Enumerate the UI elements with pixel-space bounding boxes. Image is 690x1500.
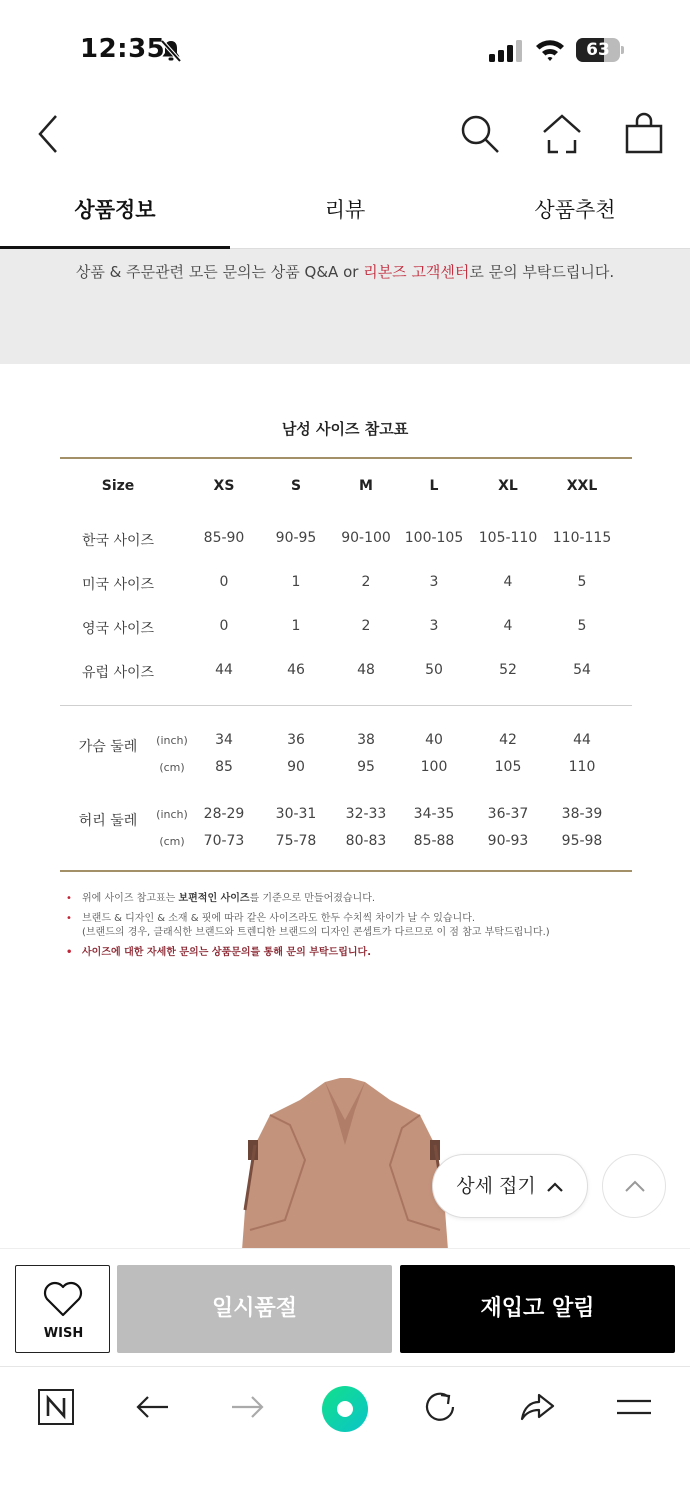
size-cell: 2 <box>361 574 371 590</box>
wifi-icon <box>534 38 566 62</box>
size-cell: 44 <box>215 662 233 678</box>
share-icon[interactable] <box>517 1387 557 1427</box>
size-chart-title: 남성 사이즈 참고표 <box>281 420 409 438</box>
size-cell: 90-95 <box>275 530 317 546</box>
scroll-top-button[interactable] <box>602 1154 666 1218</box>
size-cell: 54 <box>573 662 591 678</box>
measure-cell-inch: 38 <box>357 732 375 748</box>
size-cell: 0 <box>219 618 229 634</box>
size-header-cell: M <box>359 478 373 494</box>
measure-row-label: 허리 둘레 <box>78 812 138 829</box>
status-time: 12:35 <box>80 34 166 64</box>
size-cell: 4 <box>503 574 513 590</box>
wish-label: WISH <box>43 1326 84 1341</box>
purchase-action-bar <box>0 1248 690 1366</box>
restock-alert-button[interactable]: 재입고 알림 <box>400 1265 675 1353</box>
measure-cell-cm: 95-98 <box>561 833 603 849</box>
measure-cell-cm: 105 <box>494 759 522 775</box>
collapse-details-button[interactable]: 상세 접기 <box>432 1154 588 1218</box>
size-cell: 90-100 <box>341 530 391 546</box>
measure-cell-inch: 40 <box>425 732 443 748</box>
size-cell: 3 <box>429 574 439 590</box>
measure-cell-cm: 70-73 <box>203 833 245 849</box>
bag-icon[interactable] <box>622 112 666 156</box>
inquiry-notice <box>0 249 690 364</box>
arrow-left-icon[interactable] <box>132 1387 172 1427</box>
size-cell: 0 <box>219 574 229 590</box>
size-row-label: 유럽 사이즈 <box>81 665 155 681</box>
size-cell: 3 <box>429 618 439 634</box>
measure-cell-inch: 36-37 <box>487 806 529 822</box>
back-icon[interactable] <box>28 112 72 156</box>
size-header-cell: XS <box>213 478 235 494</box>
size-cell: 100-105 <box>404 530 464 546</box>
tab-product-info[interactable]: 상품정보 <box>74 198 156 222</box>
browser-toolbar <box>0 1366 690 1500</box>
product-image <box>230 1070 460 1250</box>
size-row-label: 미국 사이즈 <box>81 577 155 593</box>
size-cell: 2 <box>361 618 371 634</box>
measure-row-label: 가슴 둘레 <box>78 738 138 755</box>
size-header-cell: L <box>429 478 439 494</box>
search-icon[interactable] <box>458 112 502 156</box>
measure-cell-inch: 44 <box>573 732 591 748</box>
size-cell: 50 <box>425 662 443 678</box>
measure-cell-inch: 36 <box>287 732 305 748</box>
chart-mid-rule <box>60 705 632 706</box>
measure-cell-inch: 34 <box>215 732 233 748</box>
unit-label-cm: (cm) <box>159 761 185 774</box>
measure-cell-cm: 90-93 <box>487 833 529 849</box>
measure-cell-cm: 75-78 <box>275 833 317 849</box>
measure-cell-inch: 42 <box>499 732 517 748</box>
customer-center-link[interactable]: 리본즈 고객센터 <box>363 263 470 281</box>
size-header-label: Size <box>101 478 135 494</box>
size-cell: 1 <box>291 574 301 590</box>
wish-button[interactable] <box>15 1265 110 1353</box>
chevron-up-icon <box>546 1181 564 1193</box>
battery-percent: 63 <box>586 40 610 60</box>
measure-cell-cm: 95 <box>357 759 375 775</box>
size-header-cell: XL <box>498 478 518 494</box>
home-icon[interactable] <box>540 112 584 156</box>
size-cell: 46 <box>287 662 305 678</box>
size-cell: 85-90 <box>203 530 245 546</box>
size-row-label: 한국 사이즈 <box>81 533 155 549</box>
size-header-cell: XXL <box>566 478 598 494</box>
measure-cell-inch: 34-35 <box>413 806 455 822</box>
unit-label-cm: (cm) <box>159 835 185 848</box>
refresh-icon[interactable] <box>420 1387 460 1427</box>
size-cell: 5 <box>577 618 587 634</box>
chart-bottom-rule <box>60 870 632 872</box>
measure-cell-cm: 85 <box>215 759 233 775</box>
top-nav <box>0 100 690 170</box>
menu-icon[interactable] <box>614 1387 654 1427</box>
measure-cell-inch: 32-33 <box>345 806 387 822</box>
green-dot-icon[interactable] <box>321 1385 369 1433</box>
notice-text: 상품 & 주문관련 모든 문의는 상품 Q&A or 리본즈 고객센터로 문의 부탁드립니다. <box>75 263 615 281</box>
unit-label-inch: (inch) <box>156 734 188 747</box>
size-cell: 110-115 <box>552 530 612 546</box>
note-item: • 사이즈에 대한 자세한 문의는 상품문의를 통해 문의 부탁드립니다. <box>66 947 371 958</box>
note-item: • 브랜드 & 디자인 & 소재 & 핏에 따라 같은 사이즈라도 한두 수치씩 차이가 날 수 있습니다. (브랜드의 경우, 클래식한 브랜드와 트렌디한 브랜드의 디자인 콘셉트가 다르므로 이 점 참고 부탁드립니다.) <box>66 913 550 938</box>
battery-indicator <box>576 38 624 62</box>
status-bar <box>0 0 690 100</box>
size-cell: 4 <box>503 618 513 634</box>
measure-cell-cm: 110 <box>568 759 596 775</box>
chart-top-rule <box>60 457 632 459</box>
size-cell: 5 <box>577 574 587 590</box>
size-header-cell: S <box>290 478 302 494</box>
measure-cell-cm: 80-83 <box>345 833 387 849</box>
naver-n-icon[interactable] <box>36 1387 76 1427</box>
tab-reviews[interactable]: 리뷰 <box>324 198 366 222</box>
chevron-up-icon <box>623 1177 647 1195</box>
soldout-button[interactable]: 일시품절 <box>117 1265 392 1353</box>
size-row-label: 영국 사이즈 <box>81 621 155 637</box>
size-notes <box>66 892 646 966</box>
measure-cell-cm: 85-88 <box>413 833 455 849</box>
size-cell: 105-110 <box>478 530 538 546</box>
tab-recommend[interactable]: 상품추천 <box>534 198 616 222</box>
bell-slash-icon <box>158 38 184 64</box>
size-cell: 1 <box>291 618 301 634</box>
product-tabs <box>0 180 690 250</box>
measure-cell-inch: 28-29 <box>203 806 245 822</box>
measure-cell-inch: 30-31 <box>275 806 317 822</box>
measure-cell-inch: 38-39 <box>561 806 603 822</box>
size-cell: 48 <box>357 662 375 678</box>
size-cell: 52 <box>499 662 517 678</box>
measure-cell-cm: 90 <box>287 759 305 775</box>
heart-icon <box>42 1280 84 1318</box>
unit-label-inch: (inch) <box>156 808 188 821</box>
arrow-right-icon[interactable] <box>228 1387 268 1427</box>
measure-cell-cm: 100 <box>420 759 448 775</box>
note-item: • 위에 사이즈 참고표는 보편적인 사이즈를 기준으로 만들어졌습니다. <box>66 893 376 904</box>
signal-icon <box>488 40 522 62</box>
